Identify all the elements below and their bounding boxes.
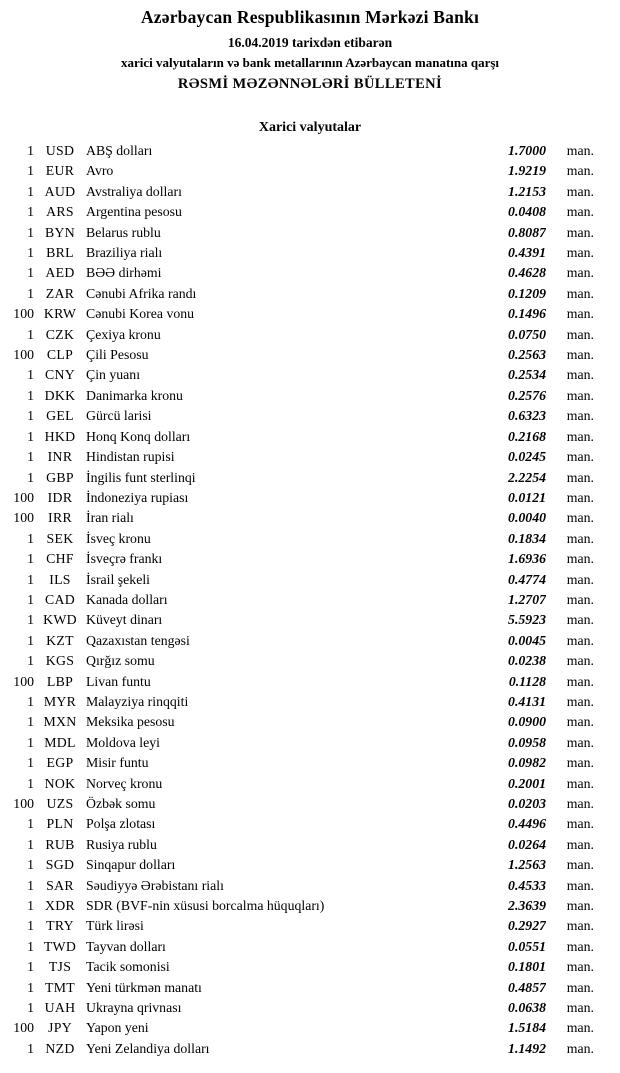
currency-code-cell: SGD — [45, 857, 75, 873]
unit-label-cell: man. — [566, 408, 594, 424]
currency-code-cell: GBP — [46, 469, 74, 485]
rate-value-cell: 0.0551 — [508, 938, 546, 954]
rate-value-cell: 0.0203 — [508, 796, 546, 811]
quantity-cell: 1 — [27, 449, 34, 465]
quantity-cell: 1 — [27, 612, 34, 628]
rate-value-cell: 1.2707 — [508, 591, 546, 607]
unit-label-cell: man. — [566, 245, 594, 261]
currency-code-cell: KWD — [43, 612, 77, 628]
unit-label-cell: man. — [566, 143, 594, 158]
quantity-cell: 1 — [27, 632, 34, 648]
rate-row — [4, 1039, 594, 1059]
rate-row — [4, 876, 594, 896]
unit-label-cell: man. — [566, 612, 594, 628]
currency-name-cell: İsrail şekeli — [86, 571, 150, 587]
rate-value-cell: 0.6323 — [508, 408, 546, 424]
rate-row — [4, 447, 594, 467]
rate-row — [4, 263, 594, 283]
rate-value-cell: 2.2254 — [508, 469, 546, 485]
quantity-cell: 1 — [27, 857, 34, 873]
currency-name-cell: Gürcü larisi — [86, 408, 152, 424]
currency-name-cell: Tayvan dolları — [86, 938, 166, 954]
rate-row — [4, 488, 594, 508]
quantity-cell: 1 — [27, 714, 34, 730]
rate-value-cell: 2.3639 — [508, 898, 546, 914]
currency-name-cell: Tacik somonisi — [86, 959, 170, 975]
currency-name-cell: Norveç kronu — [86, 775, 163, 791]
rate-value-cell: 0.0264 — [508, 836, 546, 852]
currency-code-cell: TWD — [43, 938, 77, 954]
effective-date-line: 16.04.2019 tarixdən etibarən — [227, 35, 393, 50]
rate-row — [4, 325, 594, 345]
unit-label-cell: man. — [566, 938, 594, 954]
quantity-cell: 1 — [27, 734, 34, 750]
unit-label-cell: man. — [566, 959, 594, 975]
currency-name-cell: Malayziya rinqqiti — [86, 693, 189, 709]
unit-label-cell: man. — [566, 347, 594, 363]
unit-label-cell: man. — [566, 979, 594, 995]
rate-value-cell: 0.4857 — [508, 979, 546, 995]
currency-code-cell: PLN — [46, 816, 74, 832]
rate-value-cell: 0.2563 — [508, 347, 546, 363]
rate-value-cell: 5.5923 — [508, 612, 546, 628]
quantity-cell: 1 — [27, 836, 34, 852]
currency-code-cell: ILS — [49, 571, 71, 587]
rate-value-cell: 0.1801 — [508, 959, 546, 975]
rate-row — [4, 365, 594, 385]
currency-code-cell: TRY — [46, 918, 74, 934]
currency-code-cell: AUD — [44, 183, 76, 199]
currency-name-cell: Moldova leyi — [86, 734, 160, 750]
rate-value-cell: 1.2153 — [508, 183, 546, 199]
currency-name-cell: Küveyt dinarı — [86, 612, 163, 628]
currency-name-cell: Misir funtu — [86, 755, 149, 771]
rate-row — [4, 896, 594, 916]
currency-code-cell: CLP — [46, 347, 74, 363]
quantity-cell: 100 — [13, 1020, 34, 1036]
currency-name-cell: Argentina pesosu — [86, 204, 182, 220]
currency-name-cell: ABŞ dolları — [86, 143, 153, 158]
unit-label-cell: man. — [566, 1040, 594, 1056]
currency-code-cell: EGP — [46, 755, 74, 771]
rates-body — [4, 141, 594, 1059]
rate-row — [4, 243, 594, 263]
currency-name-cell: Çili Pesosu — [86, 347, 149, 363]
bulletin-header — [0, 7, 620, 93]
rate-value-cell: 0.4774 — [508, 571, 546, 587]
currency-code-cell: KZT — [46, 632, 74, 648]
currency-name-cell: Səudiyyə Ərəbistanı rialı — [86, 877, 224, 893]
currency-code-cell: GEL — [46, 408, 74, 424]
unit-label-cell: man. — [566, 204, 594, 220]
unit-label-cell: man. — [566, 551, 594, 567]
quantity-cell: 1 — [27, 918, 34, 934]
rate-row — [4, 345, 594, 365]
currency-name-cell: İsveç kronu — [86, 530, 151, 546]
rate-value-cell: 1.9219 — [508, 163, 546, 179]
currency-name-cell: Meksika pesosu — [86, 714, 175, 730]
rate-row — [4, 529, 594, 549]
currency-code-cell: CNY — [44, 367, 76, 383]
quantity-cell: 1 — [27, 979, 34, 995]
rate-row — [4, 549, 594, 569]
unit-label-cell: man. — [566, 265, 594, 281]
currency-code-cell: CAD — [44, 591, 76, 607]
currency-code-cell: NZD — [45, 1040, 75, 1056]
unit-label-cell: man. — [566, 163, 594, 179]
unit-label-cell: man. — [566, 591, 594, 607]
rate-value-cell: 0.1128 — [508, 673, 546, 689]
unit-label-cell: man. — [566, 387, 594, 403]
currency-name-cell: Çexiya kronu — [86, 326, 161, 342]
currency-code-cell: IRR — [48, 510, 72, 526]
unit-label-cell: man. — [566, 816, 594, 832]
rate-row — [4, 427, 594, 447]
unit-label-cell: man. — [566, 571, 594, 587]
quantity-cell: 100 — [13, 489, 34, 505]
rate-row — [4, 570, 594, 590]
quantity-cell: 100 — [13, 510, 34, 526]
currency-name-cell: Avstraliya dolları — [86, 183, 182, 199]
currency-code-cell: DKK — [44, 387, 76, 403]
rate-row — [4, 223, 594, 243]
rate-value-cell: 1.5184 — [508, 1020, 546, 1036]
quantity-cell: 1 — [27, 1000, 34, 1016]
currency-code-cell: RUB — [45, 836, 75, 852]
rate-value-cell: 0.2001 — [508, 775, 546, 791]
unit-label-cell: man. — [566, 224, 594, 240]
currency-code-cell: UAH — [44, 1000, 76, 1016]
currency-name-cell: Honq Konq dolları — [86, 428, 191, 444]
rate-row — [4, 855, 594, 875]
unit-label-cell: man. — [566, 449, 594, 465]
currency-code-cell: BRL — [46, 245, 74, 261]
quantity-cell: 1 — [27, 877, 34, 893]
quantity-cell: 1 — [27, 245, 34, 261]
rate-row — [4, 610, 594, 630]
rate-value-cell: 1.2563 — [508, 857, 546, 873]
currency-code-cell: MDL — [44, 734, 76, 750]
unit-label-cell: man. — [566, 734, 594, 750]
currency-name-cell: İsveçrə frankı — [86, 551, 163, 567]
currency-name-cell: Livan funtu — [86, 673, 151, 689]
rate-value-cell: 0.4391 — [508, 245, 546, 261]
unit-label-cell: man. — [566, 653, 594, 669]
quantity-cell: 1 — [27, 143, 34, 158]
unit-label-cell: man. — [566, 775, 594, 791]
rate-row — [4, 692, 594, 712]
rate-row — [4, 508, 594, 528]
currency-name-cell: Cənubi Afrika randı — [86, 285, 197, 301]
quantity-cell: 100 — [13, 306, 34, 322]
currency-name-cell: Avro — [86, 163, 114, 179]
currency-name-cell: Braziliya rialı — [86, 245, 163, 261]
currency-code-cell: LBP — [46, 673, 74, 689]
rate-row — [4, 284, 594, 304]
quantity-cell: 100 — [13, 673, 34, 689]
currency-code-cell: CHF — [46, 551, 74, 567]
bank-title: Azərbaycan Respublikasının Mərkəzi Bankı — [140, 7, 480, 27]
quantity-cell: 1 — [27, 326, 34, 342]
unit-label-cell: man. — [566, 530, 594, 546]
currency-code-cell: INR — [47, 449, 73, 465]
unit-label-cell: man. — [566, 877, 594, 893]
quantity-cell: 100 — [13, 796, 34, 811]
unit-label-cell: man. — [566, 918, 594, 934]
quantity-cell: 1 — [27, 428, 34, 444]
rate-row — [4, 651, 594, 671]
rate-value-cell: 1.1492 — [508, 1040, 546, 1056]
quantity-cell: 1 — [27, 387, 34, 403]
rate-row — [4, 304, 594, 324]
currency-code-cell: KRW — [43, 306, 77, 322]
rate-row — [4, 182, 594, 202]
currency-name-cell: İndoneziya rupiası — [86, 489, 189, 505]
unit-label-cell: man. — [566, 183, 594, 199]
rate-value-cell: 1.6936 — [508, 551, 546, 567]
exchange-rates-table — [4, 141, 594, 1059]
rate-value-cell: 0.2534 — [508, 367, 546, 383]
quantity-cell: 1 — [27, 204, 34, 220]
quantity-cell: 1 — [27, 469, 34, 485]
currency-name-cell: Yapon yeni — [86, 1020, 149, 1036]
rate-value-cell: 0.0750 — [508, 326, 546, 342]
currency-code-cell: IDR — [47, 489, 73, 505]
currency-name-cell: Cənubi Korea vonu — [86, 306, 195, 322]
quantity-cell: 1 — [27, 693, 34, 709]
rate-row — [4, 406, 594, 426]
quantity-cell: 1 — [27, 898, 34, 914]
quantity-cell: 1 — [27, 653, 34, 669]
currency-name-cell: Çin yuanı — [86, 367, 141, 383]
currency-name-cell: Sinqapur dolları — [86, 857, 176, 873]
currency-code-cell: USD — [45, 143, 75, 158]
currency-code-cell: TMT — [44, 979, 76, 995]
currency-code-cell: KGS — [45, 653, 75, 669]
currency-code-cell: NOK — [44, 775, 76, 791]
rate-value-cell: 0.0958 — [508, 734, 546, 750]
unit-label-cell: man. — [566, 673, 594, 689]
rate-value-cell: 0.4628 — [508, 265, 546, 281]
rate-row — [4, 794, 594, 814]
rate-row — [4, 998, 594, 1018]
rate-value-cell: 0.1496 — [508, 306, 546, 322]
currency-name-cell: Ukrayna qrivnası — [86, 1000, 182, 1016]
rate-value-cell: 0.2576 — [508, 387, 546, 403]
quantity-cell: 1 — [27, 265, 34, 281]
unit-label-cell: man. — [566, 714, 594, 730]
bulletin-name: RƏSMİ MƏZƏNNƏLƏRİ BÜLLETENİ — [177, 76, 443, 92]
unit-label-cell: man. — [566, 306, 594, 322]
currency-code-cell: UZS — [46, 796, 74, 811]
rate-row — [4, 937, 594, 957]
quantity-cell: 1 — [27, 755, 34, 771]
unit-label-cell: man. — [566, 326, 594, 342]
quantity-cell: 1 — [27, 183, 34, 199]
unit-label-cell: man. — [566, 367, 594, 383]
quantity-cell: 1 — [27, 367, 34, 383]
unit-label-cell: man. — [566, 755, 594, 771]
currency-name-cell: Türk lirəsi — [86, 918, 144, 934]
unit-label-cell: man. — [566, 489, 594, 505]
rate-row — [4, 1018, 594, 1038]
currency-code-cell: CZK — [45, 326, 75, 342]
currency-code-cell: TJS — [48, 959, 72, 975]
unit-label-cell: man. — [566, 510, 594, 526]
quantity-cell: 1 — [27, 408, 34, 424]
rate-row — [4, 753, 594, 773]
currency-name-cell: Rusiya rublu — [86, 836, 157, 852]
rate-value-cell: 0.0238 — [508, 653, 546, 669]
currency-name-cell: İran rialı — [86, 510, 134, 526]
rate-value-cell: 0.0245 — [508, 449, 546, 465]
quantity-cell: 1 — [27, 530, 34, 546]
unit-label-cell: man. — [566, 1020, 594, 1036]
unit-label-cell: man. — [566, 857, 594, 873]
rate-value-cell: 0.4533 — [508, 877, 546, 893]
currency-code-cell: MYR — [43, 693, 77, 709]
currency-code-cell: MXN — [43, 714, 77, 730]
currency-name-cell: SDR (BVF-nin xüsusi borcalma hüquqları) — [86, 898, 325, 914]
currency-code-cell: JPY — [48, 1020, 72, 1036]
rate-value-cell: 0.0638 — [508, 1000, 546, 1016]
rate-value-cell: 0.0121 — [508, 489, 546, 505]
currency-name-cell: Belarus rublu — [86, 224, 161, 240]
rate-row — [4, 712, 594, 732]
currency-name-cell: Danimarka kronu — [86, 387, 183, 403]
currency-code-cell: AED — [45, 265, 75, 281]
currency-name-cell: Qırğız somu — [86, 653, 155, 669]
quantity-cell: 1 — [27, 775, 34, 791]
section-title-foreign-currencies: Xarici valyutalar — [258, 120, 362, 135]
currency-code-cell: EUR — [45, 163, 75, 179]
currency-name-cell: BƏƏ dirhəmi — [86, 265, 162, 281]
rate-value-cell: 0.0045 — [508, 632, 546, 648]
unit-label-cell: man. — [566, 469, 594, 485]
quantity-cell: 1 — [27, 591, 34, 607]
rate-value-cell: 0.0982 — [508, 755, 546, 771]
currency-name-cell: Polşa zlotası — [86, 816, 156, 832]
quantity-cell: 100 — [13, 347, 34, 363]
currency-code-cell: SAR — [46, 877, 74, 893]
rate-row — [4, 161, 594, 181]
currency-code-cell: SEK — [46, 530, 74, 546]
currency-code-cell: XDR — [44, 898, 76, 914]
rate-row — [4, 141, 594, 161]
rate-value-cell: 0.4496 — [508, 816, 546, 832]
rate-value-cell: 0.2168 — [508, 428, 546, 444]
rate-value-cell: 0.1209 — [508, 285, 546, 301]
unit-label-cell: man. — [566, 898, 594, 914]
rate-row — [4, 957, 594, 977]
rate-row — [4, 631, 594, 651]
currency-code-cell: BYN — [44, 224, 76, 240]
rate-row — [4, 386, 594, 406]
rate-row — [4, 774, 594, 794]
unit-label-cell: man. — [566, 632, 594, 648]
currency-name-cell: Qazaxıstan tengəsi — [86, 632, 190, 648]
unit-label-cell: man. — [566, 1000, 594, 1016]
rate-value-cell: 0.8087 — [508, 224, 546, 240]
currency-name-cell: Yeni Zelandiya dolları — [86, 1040, 210, 1056]
currency-code-cell: ARS — [46, 204, 74, 220]
rate-row — [4, 916, 594, 936]
rate-value-cell: 0.0900 — [508, 714, 546, 730]
currency-name-cell: Hindistan rupisi — [86, 449, 175, 465]
quantity-cell: 1 — [27, 285, 34, 301]
currency-name-cell: Yeni türkmən manatı — [86, 979, 202, 995]
unit-label-cell: man. — [566, 428, 594, 444]
quantity-cell: 1 — [27, 938, 34, 954]
rate-value-cell: 0.0040 — [508, 510, 546, 526]
rate-row — [4, 590, 594, 610]
rate-value-cell: 0.2927 — [508, 918, 546, 934]
rate-value-cell: 0.0408 — [508, 204, 546, 220]
rate-row — [4, 733, 594, 753]
rate-value-cell: 1.7000 — [508, 143, 546, 158]
currency-name-cell: İngilis funt sterlinqi — [86, 469, 196, 485]
quantity-cell: 1 — [27, 551, 34, 567]
bulletin-subtitle: xarici valyutaların və bank metallarının Azərbaycan manatına qarşı — [120, 55, 500, 70]
currency-name-cell: Özbək somu — [86, 796, 156, 811]
rate-row — [4, 978, 594, 998]
unit-label-cell: man. — [566, 836, 594, 852]
rate-row — [4, 672, 594, 692]
currency-code-cell: HKD — [44, 428, 76, 444]
quantity-cell: 1 — [27, 816, 34, 832]
currency-code-cell: ZAR — [45, 285, 75, 301]
rate-row — [4, 835, 594, 855]
rate-row — [4, 202, 594, 222]
rate-value-cell: 0.4131 — [508, 693, 546, 709]
rate-row — [4, 468, 594, 488]
quantity-cell: 1 — [27, 163, 34, 179]
currency-name-cell: Kanada dolları — [86, 591, 168, 607]
quantity-cell: 1 — [27, 959, 34, 975]
quantity-cell: 1 — [27, 571, 34, 587]
unit-label-cell: man. — [566, 796, 594, 811]
quantity-cell: 1 — [27, 224, 34, 240]
rate-row — [4, 814, 594, 834]
unit-label-cell: man. — [566, 285, 594, 301]
quantity-cell: 1 — [27, 1040, 34, 1056]
rate-value-cell: 0.1834 — [508, 530, 546, 546]
unit-label-cell: man. — [566, 693, 594, 709]
